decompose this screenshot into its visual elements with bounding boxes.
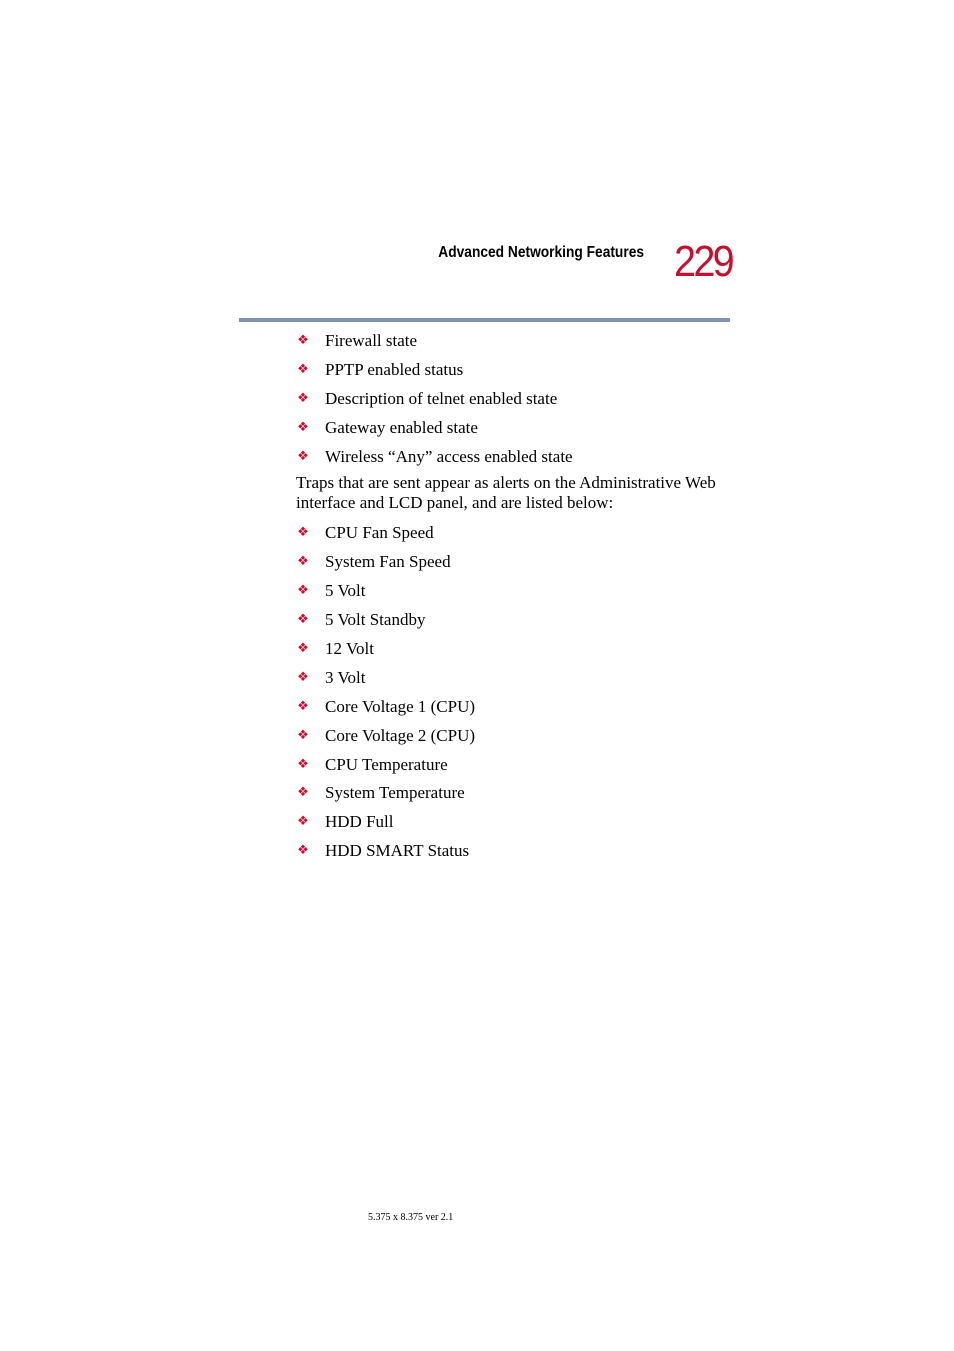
list-item-text: Core Voltage 2 (CPU) [325,725,476,745]
list-item-text: System Temperature [325,783,465,803]
list-item [296,608,736,637]
list-item [296,810,736,839]
list-item-text: Firewall state [325,331,418,350]
list-item-text: Gateway enabled state [325,417,478,437]
list-item-text: 12 Volt [325,639,374,659]
page-content [296,329,736,868]
diamond-cluster-icon: ❖ [297,843,309,859]
list-item [296,445,736,474]
list-item [296,550,736,579]
list-item [296,387,736,416]
running-header-title: Advanced Networking Features [438,244,644,261]
diamond-cluster-icon: ❖ [297,698,309,714]
list-item-text: 5 Volt [325,581,366,601]
list-item-text: 5 Volt Standby [325,610,426,630]
diamond-cluster-icon: ❖ [297,361,309,377]
diamond-cluster-icon: ❖ [297,727,309,743]
diamond-cluster-icon: ❖ [297,756,309,772]
list-item [296,579,736,608]
diamond-cluster-icon: ❖ [297,525,309,541]
list-item [296,329,736,358]
list-item [296,358,736,387]
list-item [296,695,736,724]
diamond-cluster-icon: ❖ [297,669,309,685]
traps-list [296,521,736,868]
list-item-text: 3 Volt [325,667,366,687]
list-item-text: CPU Temperature [325,754,448,774]
diamond-cluster-icon: ❖ [297,333,309,348]
list-item [296,839,736,868]
list-item [296,724,736,753]
diamond-cluster-icon: ❖ [297,419,309,435]
footer-note: 5.375 x 8.375 ver 2.1 [368,1212,454,1223]
list-item-text: System Fan Speed [325,552,451,572]
diamond-cluster-icon: ❖ [297,583,309,599]
diamond-cluster-icon: ❖ [297,785,309,801]
diamond-cluster-icon: ❖ [297,390,309,406]
list-item [296,666,736,695]
diamond-cluster-icon: ❖ [297,554,309,570]
list-item-text: CPU Fan Speed [325,523,434,543]
list-item-text: HDD SMART Status [325,841,470,861]
diamond-cluster-icon: ❖ [297,612,309,628]
diamond-cluster-icon: ❖ [297,641,309,657]
diamond-cluster-icon: ❖ [297,814,309,830]
list-item [296,416,736,445]
list-item [296,753,736,782]
list-item-text: HDD Full [325,812,394,832]
list-item-text: Wireless “Any” access enabled state [325,446,573,466]
diamond-cluster-icon: ❖ [297,448,309,464]
list-item [296,637,736,666]
list-item [296,781,736,810]
list-item-text: Core Voltage 1 (CPU) [325,696,476,716]
page-number: 229 [674,237,732,286]
list-item-text: Description of telnet enabled state [325,388,558,408]
list-item-text: PPTP enabled status [325,359,464,379]
status-list [296,329,736,473]
traps-paragraph: Traps that are sent appear as alerts on the Administrative Web interface and LCD panel, and are listed below: [296,473,716,513]
list-item [296,521,736,550]
header-rule [239,318,730,322]
